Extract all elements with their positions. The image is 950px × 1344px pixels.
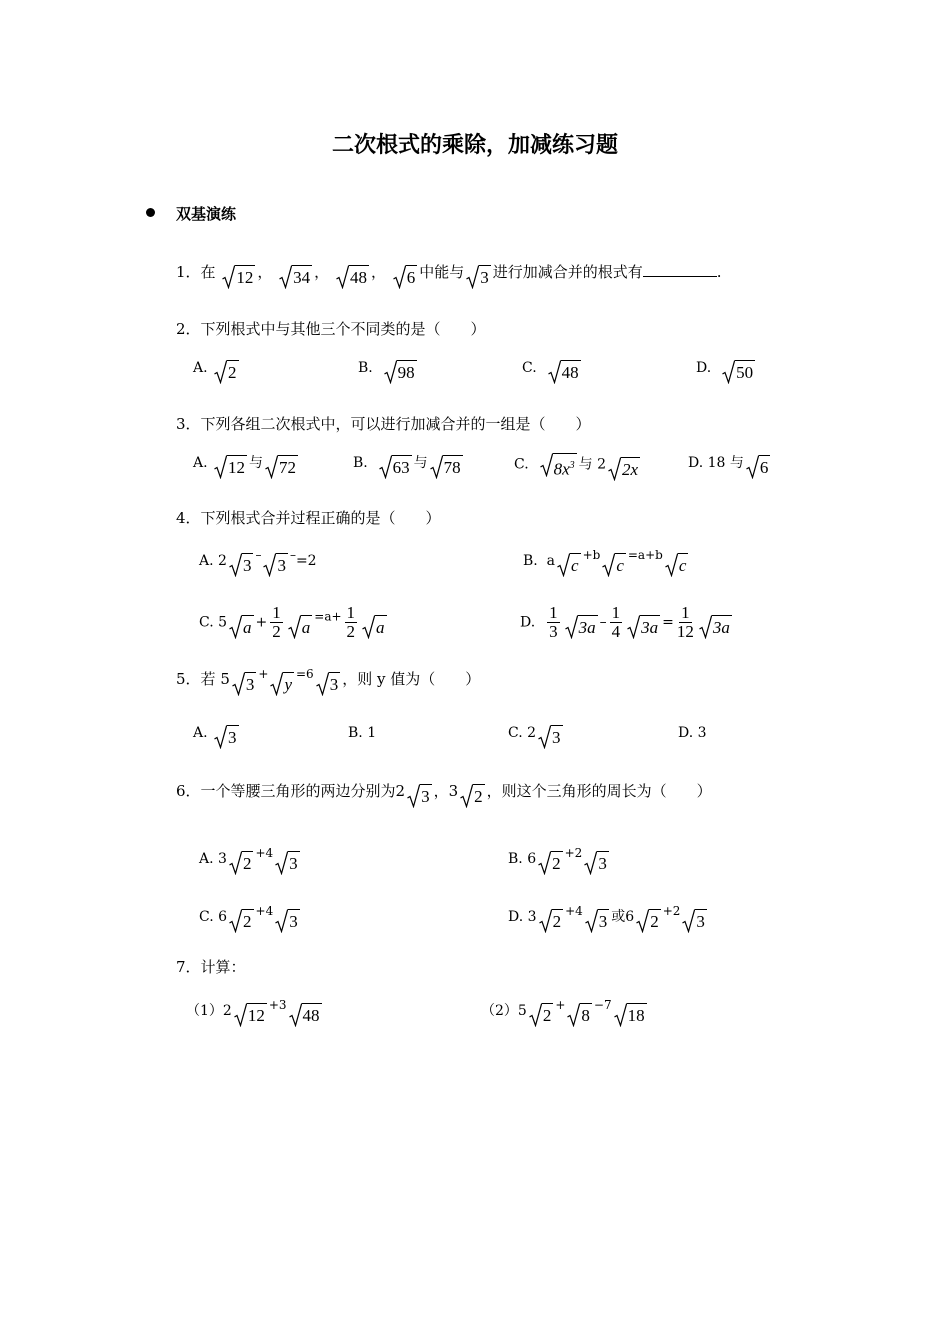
q2-option-c: C. 48 bbox=[522, 360, 579, 382]
question-4: 4．下列根式合并过程正确的是（ ） bbox=[176, 509, 441, 527]
question-2: 2．下列根式中与其他三个不同类的是（ ） bbox=[176, 320, 486, 338]
q7-part-2: （2）5 2+ 8−7 18 bbox=[481, 998, 645, 1025]
radical: 48 bbox=[336, 265, 369, 287]
q7-part-1: （1）2 12+3 48 bbox=[186, 998, 320, 1025]
q3-option-c: C. $8x^3$ 与 2 2x bbox=[514, 453, 642, 480]
q2-option-d: D. 50 bbox=[696, 360, 754, 382]
radical: 50 bbox=[722, 360, 755, 383]
radical: 6 bbox=[393, 265, 418, 287]
q1-number: 1． bbox=[176, 263, 201, 281]
q5-option-a: A. 3 bbox=[193, 725, 237, 747]
radical: 34 bbox=[279, 265, 312, 287]
q4-option-c: C. 5 a + $\frac{1}{2}$ a=a+ $\frac{1}{2}$ a bbox=[199, 603, 385, 641]
q2-option-b: B. 98 bbox=[358, 360, 415, 382]
question-7: 7．计算： bbox=[176, 958, 246, 976]
q6-option-c: C. 6 2+4 3 bbox=[199, 904, 298, 931]
question-5: 5．若 5 3+ $y^{=6}$ 3 ，则 y 值为（ ） bbox=[176, 667, 481, 694]
q1-text: 在 bbox=[200, 263, 216, 281]
q6-option-b: B. 6 2+2 3 bbox=[508, 846, 607, 873]
radical: 3 bbox=[466, 265, 491, 287]
q2-option-a: A. 2 bbox=[193, 360, 237, 382]
question-1: 1．在 12 ， 34 ， 48 ， 6 中能与 3 进行加减合并的根式有 . bbox=[176, 263, 722, 287]
q3-option-b: B. 63 与 78 bbox=[353, 455, 461, 477]
section-heading: 双基演练 bbox=[176, 205, 237, 223]
answer-blank[interactable] bbox=[643, 262, 717, 277]
radical: 98 bbox=[384, 360, 417, 383]
bullet-icon bbox=[146, 208, 155, 217]
q5-option-b: B. 1 bbox=[348, 725, 377, 741]
q3-option-a: A. 12 与 72 bbox=[193, 455, 297, 477]
radical: 48 bbox=[548, 360, 581, 383]
q6-option-a: A. 3 2+4 3 bbox=[199, 846, 298, 873]
q4-option-d: D. $\frac{1}{3}$ 3a – $\frac{1}{4}$ 3a = $\frac{1}{12}$ 3a bbox=[520, 603, 730, 641]
question-6: 6．一个等腰三角形的两边分别为2 3 ，3 2 ，则这个三角形的周长为（ ） bbox=[176, 782, 712, 806]
q3-option-d: D. 18 与 6 bbox=[688, 455, 769, 477]
page-title: 二次根式的乘除，加减练习题 bbox=[331, 132, 618, 158]
q4-option-b: B. a c+b c=a+b c bbox=[523, 548, 687, 575]
radical: 2 bbox=[214, 360, 239, 383]
q6-option-d: D. 3 2+4 3 或6 2+2 3 bbox=[508, 904, 705, 931]
question-3: 3．下列各组二次根式中，可以进行加减合并的一组是（ ） bbox=[176, 415, 591, 433]
q5-option-d: D. 3 bbox=[678, 725, 707, 741]
q5-option-c: C. 2 3 bbox=[508, 725, 561, 747]
q4-option-a: A. 2 3– 3–=2 bbox=[199, 548, 317, 575]
radical: 12 bbox=[222, 265, 255, 287]
